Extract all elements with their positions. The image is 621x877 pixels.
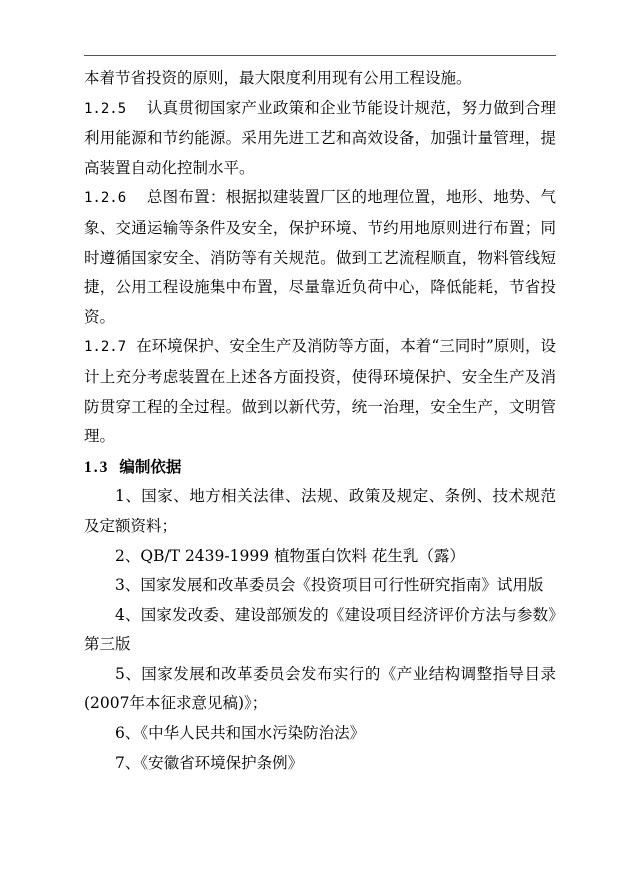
section-title: 编制依据 [119,456,182,476]
list-item: 6、《中华人民共和国水污染防治法》 [115,724,366,743]
paragraph-1-2-7 [84,332,556,451]
clause-number: 1.2.7 [84,339,127,356]
section-heading [84,452,556,483]
clause-number: 1.2.6 [84,190,127,207]
paragraph-intro: 本着节省投资的原则，最大限度利用现有公用工程设施。 [84,69,472,87]
list-item: 7、《安徽省环境保护条例》 [115,753,304,772]
section-number: 1.3 [84,458,110,476]
clause-text: 认真贯彻国家产业政策和企业节能设计规范，努力做到合理利用能源和节约能源。采用先进工艺和高效设备，加强计量管理，提高装置自动化控制水平。 [84,98,556,177]
paragraph-1-2-6 [84,183,556,332]
clause-text: 总图布置：根据拟建装置厂区的地理位置，地形、地势、气象、交通运输等条件及安全，保护环境、节约用地原则进行布置；同时遵循国家安全、消防等有关规范。做到工艺流程顺直，物料管线短捷，公用工程设施集中布置，尽量靠近负荷中心，降低能耗，节省投资。 [84,188,556,326]
list-item: 2、QB/T 2439-1999 植物蛋白饮料 花生乳（露） [115,546,465,565]
paragraph-1-2-5 [84,94,556,184]
list-item: 5、国家发展和改革委员会发布实行的《产业结构调整指导目录(2007年本征求意见稿)》； [84,664,556,713]
header-rule [84,55,556,56]
clause-text: 在环境保护、安全生产及消防等方面，本着“三同时”原则，设计上充分考虑装置在上述各方面投资，使得环境保护、安全生产及消防贯穿工程的全过程。做到以新代劳，统一治理，安全生产，文明管理。 [84,337,556,446]
clause-number: 1.2.5 [84,100,127,117]
list-item: 4、国家发改委、建设部颁发的《建设项目经济评价方法与参数》第三版 [84,605,556,654]
list-item: 1、国家、地方相关法律、法规、政策及规定、条例、技术规范及定额资料； [84,487,556,535]
document-body [84,64,556,778]
list-item: 3、国家发展和改革委员会《投资项目可行性研究指南》试用版 [115,576,544,595]
